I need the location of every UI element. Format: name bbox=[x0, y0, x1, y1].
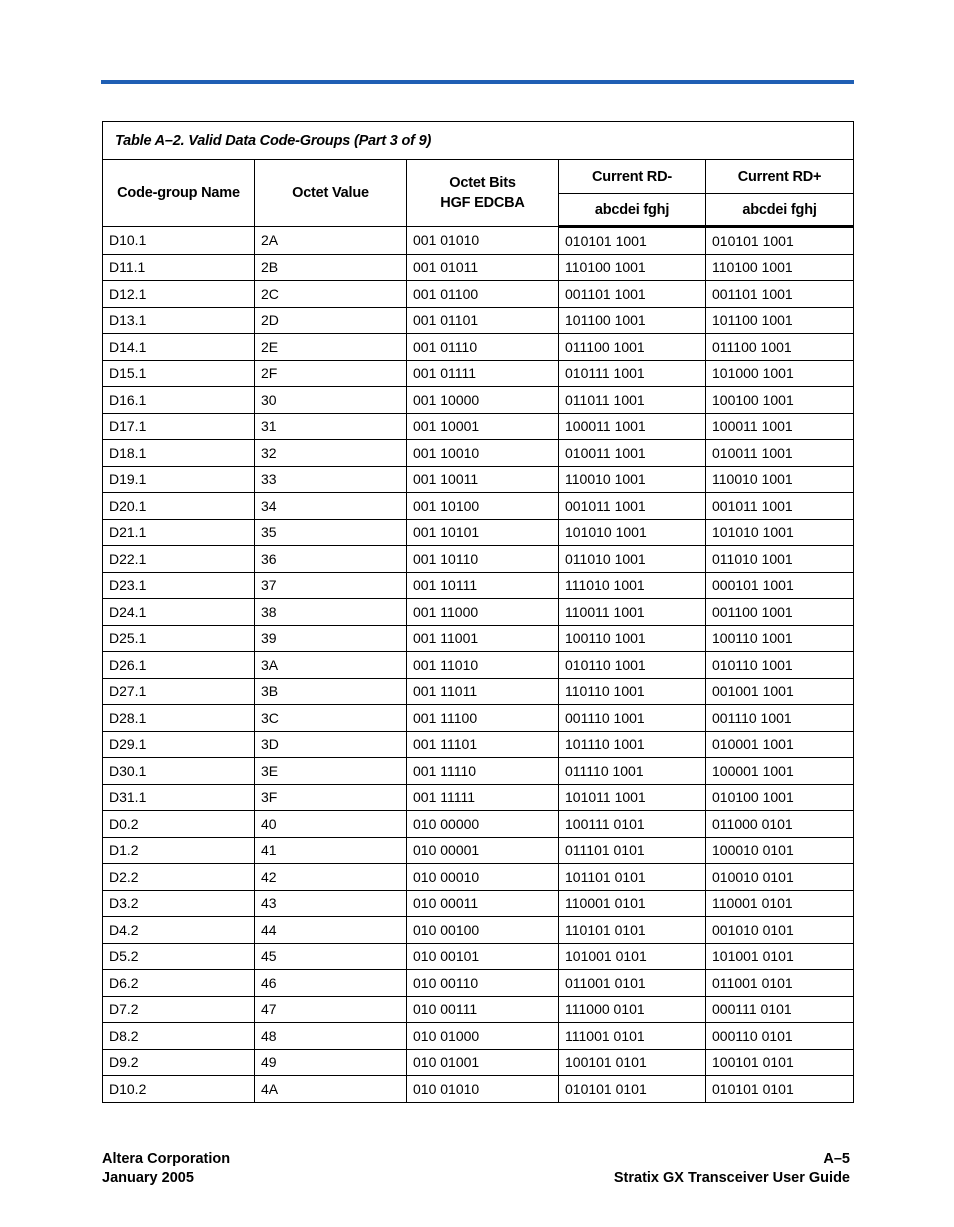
code-group-name-cell: D14.1 bbox=[103, 334, 255, 361]
code-group-name-cell: D13.1 bbox=[103, 307, 255, 334]
code-group-name-cell: D9.2 bbox=[103, 1049, 255, 1076]
top-blue-rule bbox=[101, 80, 854, 84]
current-rd-plus-cell: 000101 1001 bbox=[706, 572, 854, 599]
code-group-name-cell: D4.2 bbox=[103, 917, 255, 944]
table-row bbox=[103, 625, 854, 652]
footer-date: January 2005 bbox=[102, 1170, 194, 1186]
table-row bbox=[103, 334, 854, 361]
octet-value-cell: 38 bbox=[255, 599, 407, 626]
octet-value-cell: 2F bbox=[255, 360, 407, 387]
current-rd-minus-cell: 101001 0101 bbox=[559, 943, 706, 970]
header-octet-bits bbox=[407, 160, 559, 227]
octet-bits-cell: 001 10011 bbox=[407, 466, 559, 493]
code-group-name-cell: D6.2 bbox=[103, 970, 255, 997]
octet-value-cell: 49 bbox=[255, 1049, 407, 1076]
code-group-name-cell: D22.1 bbox=[103, 546, 255, 573]
octet-bits-cell: 001 11111 bbox=[407, 784, 559, 811]
code-group-name-cell: D16.1 bbox=[103, 387, 255, 414]
header-octet-value: Octet Value bbox=[255, 160, 407, 227]
table-caption: Table A–2. Valid Data Code-Groups (Part 3 of 9) bbox=[103, 122, 854, 160]
current-rd-plus-cell: 100110 1001 bbox=[706, 625, 854, 652]
current-rd-plus-cell: 100101 0101 bbox=[706, 1049, 854, 1076]
octet-bits-cell: 010 00110 bbox=[407, 970, 559, 997]
octet-bits-cell: 010 00011 bbox=[407, 890, 559, 917]
code-group-name-cell: D28.1 bbox=[103, 705, 255, 732]
current-rd-minus-cell: 101100 1001 bbox=[559, 307, 706, 334]
code-group-name-cell: D10.2 bbox=[103, 1076, 255, 1103]
current-rd-minus-cell: 110001 0101 bbox=[559, 890, 706, 917]
current-rd-minus-cell: 100011 1001 bbox=[559, 413, 706, 440]
header-octet-bits-line2: HGF EDCBA bbox=[440, 195, 525, 211]
current-rd-plus-cell: 010011 1001 bbox=[706, 440, 854, 467]
footer-guide-title: Stratix GX Transceiver User Guide bbox=[613, 1170, 850, 1186]
current-rd-plus-cell: 101100 1001 bbox=[706, 307, 854, 334]
octet-bits-cell: 010 00100 bbox=[407, 917, 559, 944]
current-rd-plus-cell: 001011 1001 bbox=[706, 493, 854, 520]
code-group-name-cell: D19.1 bbox=[103, 466, 255, 493]
octet-bits-cell: 001 11110 bbox=[407, 758, 559, 785]
footer-right bbox=[614, 1150, 850, 1188]
current-rd-minus-cell: 010101 0101 bbox=[559, 1076, 706, 1103]
table-row bbox=[103, 758, 854, 785]
current-rd-minus-cell: 100111 0101 bbox=[559, 811, 706, 838]
octet-bits-cell: 010 00101 bbox=[407, 943, 559, 970]
octet-value-cell: 3D bbox=[255, 731, 407, 758]
current-rd-plus-cell: 100001 1001 bbox=[706, 758, 854, 785]
table-row bbox=[103, 970, 854, 997]
current-rd-minus-cell: 011001 0101 bbox=[559, 970, 706, 997]
octet-value-cell: 47 bbox=[255, 996, 407, 1023]
octet-value-cell: 33 bbox=[255, 466, 407, 493]
table-row bbox=[103, 784, 854, 811]
octet-value-cell: 43 bbox=[255, 890, 407, 917]
octet-value-cell: 4A bbox=[255, 1076, 407, 1103]
octet-bits-cell: 001 01101 bbox=[407, 307, 559, 334]
octet-bits-cell: 010 00010 bbox=[407, 864, 559, 891]
octet-bits-cell: 010 01001 bbox=[407, 1049, 559, 1076]
octet-value-cell: 46 bbox=[255, 970, 407, 997]
current-rd-minus-cell: 010111 1001 bbox=[559, 360, 706, 387]
table-row bbox=[103, 652, 854, 679]
octet-bits-cell: 010 00000 bbox=[407, 811, 559, 838]
current-rd-plus-cell: 011010 1001 bbox=[706, 546, 854, 573]
octet-value-cell: 32 bbox=[255, 440, 407, 467]
table-row bbox=[103, 837, 854, 864]
current-rd-minus-cell: 011100 1001 bbox=[559, 334, 706, 361]
current-rd-plus-cell: 000111 0101 bbox=[706, 996, 854, 1023]
code-group-name-cell: D30.1 bbox=[103, 758, 255, 785]
table-row bbox=[103, 943, 854, 970]
footer-left bbox=[102, 1150, 230, 1188]
header-abcdei-fghj-minus: abcdei fghj bbox=[559, 194, 706, 227]
octet-bits-cell: 001 11101 bbox=[407, 731, 559, 758]
table-row bbox=[103, 705, 854, 732]
current-rd-plus-cell: 010101 0101 bbox=[706, 1076, 854, 1103]
table-row bbox=[103, 519, 854, 546]
code-groups-table bbox=[102, 121, 854, 1103]
current-rd-minus-cell: 110101 0101 bbox=[559, 917, 706, 944]
code-group-name-cell: D2.2 bbox=[103, 864, 255, 891]
octet-bits-cell: 001 11010 bbox=[407, 652, 559, 679]
table-row bbox=[103, 572, 854, 599]
header-current-rd-plus: Current RD+ bbox=[706, 160, 854, 194]
octet-value-cell: 42 bbox=[255, 864, 407, 891]
octet-value-cell: 45 bbox=[255, 943, 407, 970]
octet-value-cell: 41 bbox=[255, 837, 407, 864]
current-rd-plus-cell: 101010 1001 bbox=[706, 519, 854, 546]
code-group-name-cell: D1.2 bbox=[103, 837, 255, 864]
current-rd-minus-cell: 011101 0101 bbox=[559, 837, 706, 864]
octet-value-cell: 35 bbox=[255, 519, 407, 546]
octet-bits-cell: 001 01011 bbox=[407, 254, 559, 281]
current-rd-minus-cell: 110100 1001 bbox=[559, 254, 706, 281]
current-rd-minus-cell: 001110 1001 bbox=[559, 705, 706, 732]
table-row bbox=[103, 1076, 854, 1103]
table-row bbox=[103, 864, 854, 891]
current-rd-plus-cell: 001101 1001 bbox=[706, 281, 854, 308]
octet-value-cell: 30 bbox=[255, 387, 407, 414]
table-row bbox=[103, 731, 854, 758]
octet-value-cell: 36 bbox=[255, 546, 407, 573]
table-row bbox=[103, 413, 854, 440]
octet-bits-cell: 010 00001 bbox=[407, 837, 559, 864]
current-rd-minus-cell: 001011 1001 bbox=[559, 493, 706, 520]
current-rd-plus-cell: 011100 1001 bbox=[706, 334, 854, 361]
header-octet-bits-line1: Octet Bits bbox=[449, 175, 516, 191]
current-rd-plus-cell: 001010 0101 bbox=[706, 917, 854, 944]
current-rd-minus-cell: 101101 0101 bbox=[559, 864, 706, 891]
octet-bits-cell: 001 11100 bbox=[407, 705, 559, 732]
current-rd-plus-cell: 010110 1001 bbox=[706, 652, 854, 679]
code-group-name-cell: D26.1 bbox=[103, 652, 255, 679]
table-row bbox=[103, 227, 854, 255]
code-group-name-cell: D8.2 bbox=[103, 1023, 255, 1050]
current-rd-plus-cell: 011000 0101 bbox=[706, 811, 854, 838]
octet-value-cell: 39 bbox=[255, 625, 407, 652]
table-row bbox=[103, 917, 854, 944]
octet-bits-cell: 001 10111 bbox=[407, 572, 559, 599]
table-row bbox=[103, 466, 854, 493]
footer-company: Altera Corporation bbox=[102, 1151, 231, 1167]
current-rd-plus-cell: 110100 1001 bbox=[706, 254, 854, 281]
table-row bbox=[103, 281, 854, 308]
code-group-name-cell: D17.1 bbox=[103, 413, 255, 440]
table-row bbox=[103, 546, 854, 573]
current-rd-minus-cell: 001101 1001 bbox=[559, 281, 706, 308]
octet-bits-cell: 010 01000 bbox=[407, 1023, 559, 1050]
code-groups-table-container bbox=[102, 121, 853, 1103]
code-group-name-cell: D21.1 bbox=[103, 519, 255, 546]
current-rd-minus-cell: 011011 1001 bbox=[559, 387, 706, 414]
table-row bbox=[103, 890, 854, 917]
octet-value-cell: 3E bbox=[255, 758, 407, 785]
table-row bbox=[103, 678, 854, 705]
table-row bbox=[103, 360, 854, 387]
code-group-name-cell: D23.1 bbox=[103, 572, 255, 599]
header-code-group-name: Code-group Name bbox=[103, 160, 255, 227]
footer-page-number: A–5 bbox=[823, 1151, 850, 1167]
current-rd-minus-cell: 010110 1001 bbox=[559, 652, 706, 679]
current-rd-minus-cell: 101011 1001 bbox=[559, 784, 706, 811]
current-rd-plus-cell: 011001 0101 bbox=[706, 970, 854, 997]
octet-bits-cell: 001 10100 bbox=[407, 493, 559, 520]
code-group-name-cell: D12.1 bbox=[103, 281, 255, 308]
octet-value-cell: 44 bbox=[255, 917, 407, 944]
current-rd-plus-cell: 010101 1001 bbox=[706, 227, 854, 255]
code-group-name-cell: D3.2 bbox=[103, 890, 255, 917]
octet-value-cell: 2B bbox=[255, 254, 407, 281]
code-group-name-cell: D11.1 bbox=[103, 254, 255, 281]
table-row bbox=[103, 996, 854, 1023]
code-group-name-cell: D29.1 bbox=[103, 731, 255, 758]
code-group-name-cell: D15.1 bbox=[103, 360, 255, 387]
current-rd-plus-cell: 100100 1001 bbox=[706, 387, 854, 414]
octet-value-cell: 3A bbox=[255, 652, 407, 679]
octet-bits-cell: 001 01110 bbox=[407, 334, 559, 361]
octet-bits-cell: 001 10110 bbox=[407, 546, 559, 573]
current-rd-plus-cell: 100011 1001 bbox=[706, 413, 854, 440]
octet-bits-cell: 001 01100 bbox=[407, 281, 559, 308]
octet-value-cell: 2E bbox=[255, 334, 407, 361]
code-group-name-cell: D0.2 bbox=[103, 811, 255, 838]
current-rd-plus-cell: 000110 0101 bbox=[706, 1023, 854, 1050]
current-rd-minus-cell: 011110 1001 bbox=[559, 758, 706, 785]
current-rd-minus-cell: 101010 1001 bbox=[559, 519, 706, 546]
octet-value-cell: 48 bbox=[255, 1023, 407, 1050]
code-group-name-cell: D5.2 bbox=[103, 943, 255, 970]
current-rd-plus-cell: 001100 1001 bbox=[706, 599, 854, 626]
code-group-name-cell: D20.1 bbox=[103, 493, 255, 520]
header-abcdei-fghj-plus: abcdei fghj bbox=[706, 194, 854, 227]
octet-bits-cell: 001 01111 bbox=[407, 360, 559, 387]
current-rd-minus-cell: 110011 1001 bbox=[559, 599, 706, 626]
current-rd-plus-cell: 010010 0101 bbox=[706, 864, 854, 891]
table-row bbox=[103, 387, 854, 414]
current-rd-minus-cell: 111010 1001 bbox=[559, 572, 706, 599]
octet-value-cell: 37 bbox=[255, 572, 407, 599]
code-group-name-cell: D25.1 bbox=[103, 625, 255, 652]
table-row bbox=[103, 493, 854, 520]
current-rd-plus-cell: 010001 1001 bbox=[706, 731, 854, 758]
octet-bits-cell: 001 11001 bbox=[407, 625, 559, 652]
octet-value-cell: 2D bbox=[255, 307, 407, 334]
current-rd-minus-cell: 111001 0101 bbox=[559, 1023, 706, 1050]
current-rd-plus-cell: 010100 1001 bbox=[706, 784, 854, 811]
octet-value-cell: 40 bbox=[255, 811, 407, 838]
octet-value-cell: 34 bbox=[255, 493, 407, 520]
table-row bbox=[103, 307, 854, 334]
octet-value-cell: 3B bbox=[255, 678, 407, 705]
octet-value-cell: 3C bbox=[255, 705, 407, 732]
code-group-name-cell: D18.1 bbox=[103, 440, 255, 467]
octet-bits-cell: 001 10000 bbox=[407, 387, 559, 414]
table-row bbox=[103, 254, 854, 281]
table-row bbox=[103, 1023, 854, 1050]
current-rd-plus-cell: 101001 0101 bbox=[706, 943, 854, 970]
current-rd-minus-cell: 010101 1001 bbox=[559, 227, 706, 255]
current-rd-plus-cell: 100010 0101 bbox=[706, 837, 854, 864]
current-rd-minus-cell: 011010 1001 bbox=[559, 546, 706, 573]
current-rd-minus-cell: 100101 0101 bbox=[559, 1049, 706, 1076]
octet-bits-cell: 001 10010 bbox=[407, 440, 559, 467]
octet-bits-cell: 010 01010 bbox=[407, 1076, 559, 1103]
code-group-name-cell: D27.1 bbox=[103, 678, 255, 705]
octet-value-cell: 2C bbox=[255, 281, 407, 308]
octet-value-cell: 31 bbox=[255, 413, 407, 440]
current-rd-minus-cell: 111000 0101 bbox=[559, 996, 706, 1023]
octet-value-cell: 2A bbox=[255, 227, 407, 255]
current-rd-plus-cell: 110010 1001 bbox=[706, 466, 854, 493]
code-group-name-cell: D7.2 bbox=[103, 996, 255, 1023]
table-row bbox=[103, 1049, 854, 1076]
table-row bbox=[103, 440, 854, 467]
table-body bbox=[103, 227, 854, 1103]
header-current-rd-minus: Current RD- bbox=[559, 160, 706, 194]
current-rd-minus-cell: 110110 1001 bbox=[559, 678, 706, 705]
current-rd-plus-cell: 001001 1001 bbox=[706, 678, 854, 705]
code-group-name-cell: D10.1 bbox=[103, 227, 255, 255]
code-group-name-cell: D24.1 bbox=[103, 599, 255, 626]
octet-bits-cell: 001 11011 bbox=[407, 678, 559, 705]
octet-bits-cell: 010 00111 bbox=[407, 996, 559, 1023]
code-group-name-cell: D31.1 bbox=[103, 784, 255, 811]
current-rd-plus-cell: 001110 1001 bbox=[706, 705, 854, 732]
current-rd-minus-cell: 110010 1001 bbox=[559, 466, 706, 493]
octet-value-cell: 3F bbox=[255, 784, 407, 811]
table-row bbox=[103, 811, 854, 838]
current-rd-minus-cell: 100110 1001 bbox=[559, 625, 706, 652]
current-rd-plus-cell: 110001 0101 bbox=[706, 890, 854, 917]
current-rd-plus-cell: 101000 1001 bbox=[706, 360, 854, 387]
octet-bits-cell: 001 01010 bbox=[407, 227, 559, 255]
table-row bbox=[103, 599, 854, 626]
octet-bits-cell: 001 11000 bbox=[407, 599, 559, 626]
octet-bits-cell: 001 10101 bbox=[407, 519, 559, 546]
current-rd-minus-cell: 101110 1001 bbox=[559, 731, 706, 758]
octet-bits-cell: 001 10001 bbox=[407, 413, 559, 440]
current-rd-minus-cell: 010011 1001 bbox=[559, 440, 706, 467]
